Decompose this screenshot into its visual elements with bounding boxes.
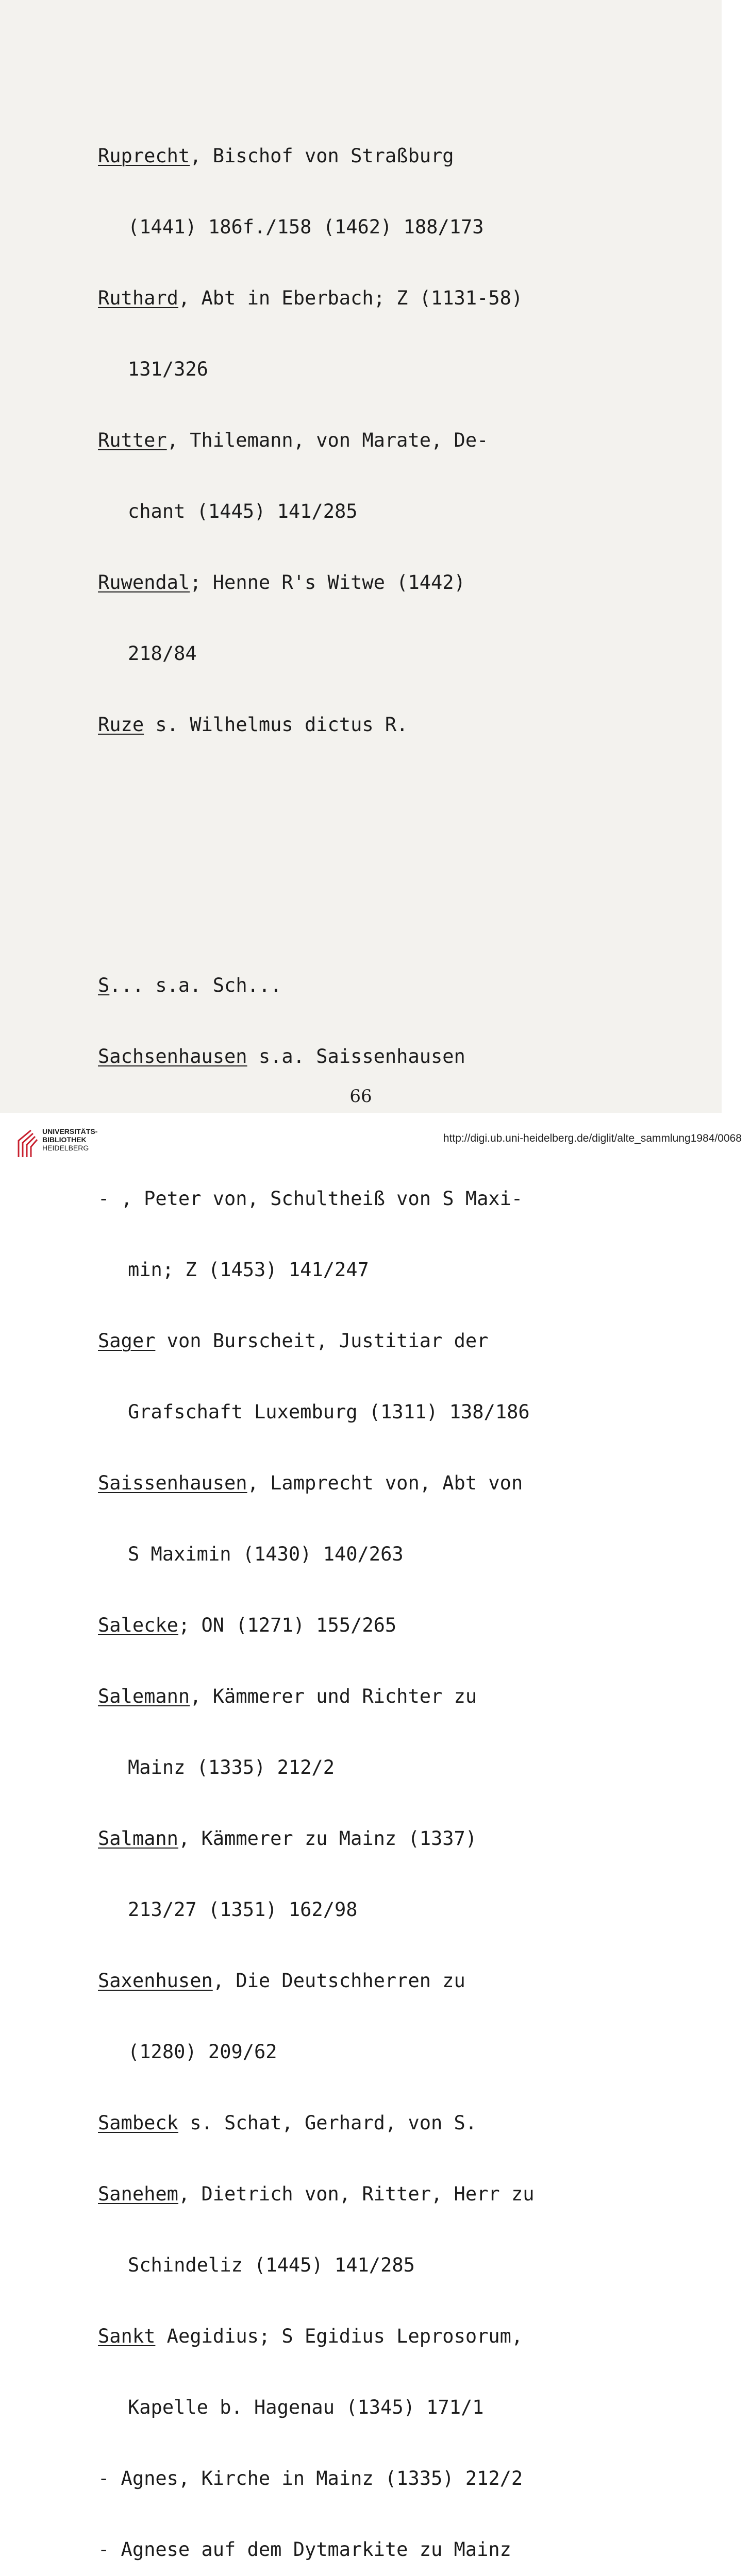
entry-headword: Saissenhausen — [98, 1472, 247, 1494]
footer — [0, 1113, 751, 1175]
entry-text: , Bischof von Straßburg — [190, 145, 454, 167]
index-entry-continuation: 213/27 (1351) 162/98 — [128, 1899, 358, 1921]
library-name — [42, 1127, 97, 1152]
index-entry — [98, 144, 613, 168]
entry-text: Aegidius; S Egidius Leprosorum, — [155, 2325, 523, 2347]
entry-headword: S — [98, 974, 110, 996]
index-entry — [98, 1045, 613, 1069]
index-entry-continuation: chant (1445) 141/285 — [128, 500, 358, 522]
entry-text: s. Wilhelmus dictus R. — [144, 714, 408, 736]
index-entry — [98, 1614, 613, 1637]
index-entries — [98, 97, 613, 2576]
entry-headword: Saxenhusen — [98, 1970, 213, 1992]
entry-headword: Sachsenhausen — [98, 1045, 247, 1067]
entry-text: ; Henne R's Witwe (1442) — [190, 571, 465, 594]
index-subentry: - Agnese auf dem Dytmarkite zu Mainz — [98, 2538, 511, 2561]
index-entry — [98, 1471, 613, 1495]
library-name-line: UNIVERSITÄTS- — [42, 1127, 98, 1136]
index-subentry: - , Peter von, Schultheiß von S Maxi- — [98, 1188, 523, 1210]
entry-headword: Sager — [98, 1330, 156, 1352]
index-entry-continuation: Grafschaft Luxemburg (1311) 138/186 — [128, 1401, 530, 1423]
page-number: 66 — [349, 1086, 372, 1107]
entry-text: von Burscheit, Justitiar der — [155, 1330, 489, 1352]
index-entry — [98, 429, 613, 452]
entry-text: , Lamprecht von, Abt von — [247, 1472, 523, 1494]
index-entry-continuation: min; Z (1453) 141/247 — [128, 1259, 369, 1281]
section-gap — [98, 808, 613, 903]
index-entry — [98, 1969, 613, 1993]
entry-text: ... s.a. Sch... — [109, 974, 282, 996]
entry-headword: Rutter — [98, 429, 167, 451]
library-name-line: BIBLIOTHEK — [42, 1136, 87, 1144]
entry-headword: Salemann — [98, 1685, 190, 1707]
index-entry — [98, 2182, 613, 2206]
index-entry — [98, 713, 613, 737]
entry-headword: Salecke — [98, 1614, 178, 1636]
index-entry — [98, 1685, 613, 1708]
entry-text: , Kämmerer und Richter zu — [190, 1685, 477, 1707]
entry-text: , Abt in Eberbach; Z (1131-58) — [178, 287, 523, 309]
index-entry — [98, 2111, 613, 2135]
entry-text: , Thilemann, von Marate, De- — [166, 429, 489, 451]
source-url-link[interactable]: http://digi.ub.uni-heidelberg.de/diglit/alte_sammlung1984/0068 — [443, 1132, 742, 1144]
entry-headword: Sambeck — [98, 2112, 178, 2134]
entry-headword: Sankt — [98, 2325, 156, 2347]
entry-text: ; ON (1271) 155/265 — [178, 1614, 397, 1636]
index-entry — [98, 1329, 613, 1353]
entry-headword: Ruprecht — [98, 145, 190, 167]
entry-headword: Salmann — [98, 1827, 178, 1850]
entry-headword: Ruze — [98, 714, 144, 736]
library-name-line: HEIDELBERG — [42, 1144, 89, 1152]
index-entry-continuation: 218/84 — [128, 642, 197, 665]
index-entry-continuation: Kapelle b. Hagenau (1345) 171/1 — [128, 2396, 484, 2418]
index-entry — [98, 1827, 613, 1851]
entry-text: , Dietrich von, Ritter, Herr zu — [178, 2183, 535, 2205]
index-entry-continuation: Schindeliz (1445) 141/285 — [128, 2254, 415, 2276]
entry-text: , Die Deutschherren zu — [212, 1970, 465, 1992]
index-subentry: - Agnes, Kirche in Mainz (1335) 212/2 — [98, 2467, 523, 2489]
entry-headword: Sanehem — [98, 2183, 178, 2205]
index-entry-continuation: S Maximin (1430) 140/263 — [128, 1543, 404, 1565]
entry-text: , Kämmerer zu Mainz (1337) — [178, 1827, 477, 1850]
entry-text: s.a. Saissenhausen — [247, 1045, 465, 1067]
index-entry-continuation: (1441) 186f./158 (1462) 188/173 — [128, 216, 484, 238]
entry-text: s. Schat, Gerhard, von S. — [178, 2112, 477, 2134]
index-entry — [98, 2325, 613, 2348]
entry-headword: Ruwendal — [98, 571, 190, 594]
entry-headword: Ruthard — [98, 287, 178, 309]
index-entry-continuation: Mainz (1335) 212/2 — [128, 1756, 335, 1778]
index-entry — [98, 974, 613, 997]
index-entry — [98, 571, 613, 595]
index-entry-continuation: 131/326 — [128, 358, 208, 380]
index-entry-continuation: (1280) 209/62 — [128, 2041, 277, 2063]
index-entry — [98, 286, 613, 310]
